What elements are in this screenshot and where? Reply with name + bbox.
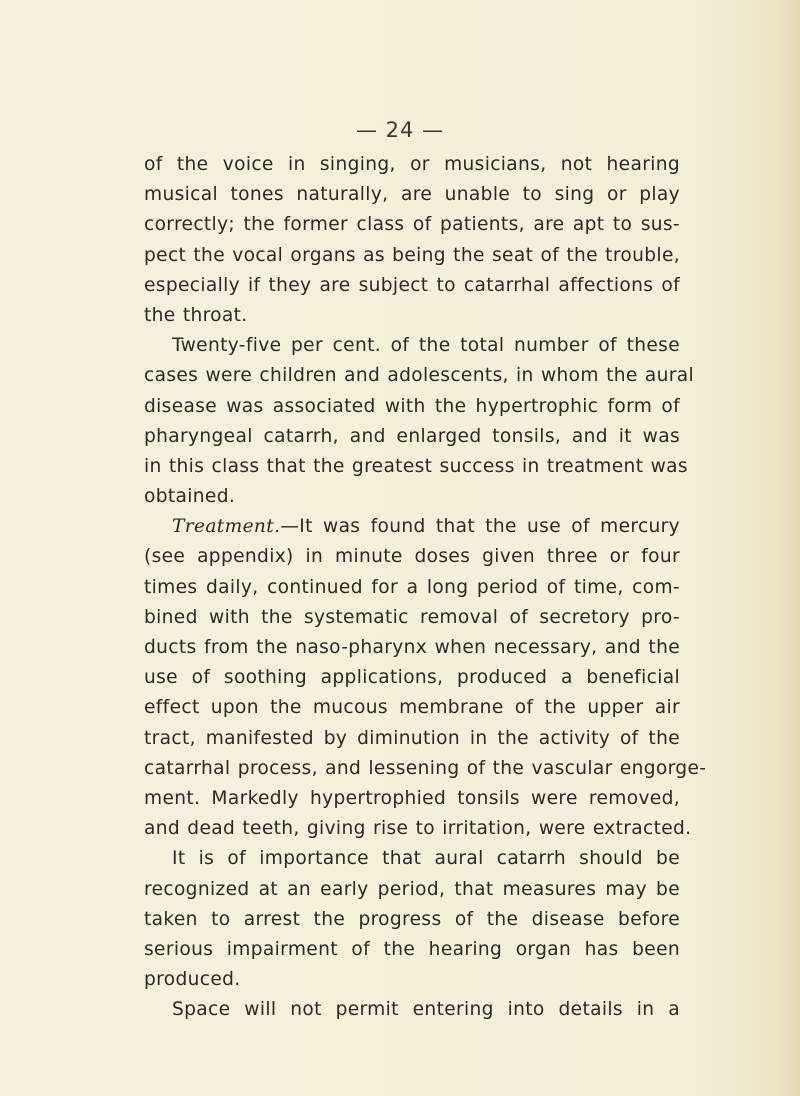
text-line: bined with the systematic removal of secretory pro- — [144, 606, 680, 628]
text-line: times daily, continued for a long period of time, com- — [144, 576, 680, 598]
text-line: cases were children and adolescents, in whom the aural — [144, 365, 695, 387]
text-line — [144, 512, 680, 542]
paragraph-importance — [144, 844, 680, 995]
text-line: Twenty-five per cent. of the total number of these — [172, 335, 680, 357]
text-line: Space will not permit entering into details in a — [172, 999, 680, 1021]
text-line: in this class that the greatest success in treatment was — [144, 455, 688, 477]
text-line: catarrhal process, and lessening of the vascular engorge- — [144, 757, 707, 779]
paragraph-voice-singing — [144, 150, 680, 331]
text-line: (see appendix) in minute doses given three or four — [144, 546, 680, 568]
paragraph-twenty-five-percent — [144, 331, 695, 512]
text-line: pharyngeal catarrh, and enlarged tonsils, and it was — [144, 425, 680, 447]
text-line: obtained. — [144, 486, 236, 508]
page-number: — 24 — — [355, 118, 445, 142]
text-line: recognized at an early period, that measures may be — [144, 878, 680, 900]
text-line: disease was associated with the hypertrophic form of — [144, 395, 680, 417]
text-line: serious impairment of the hearing organ has been — [144, 938, 680, 960]
text-line: especially if they are subject to catarrhal affections of — [144, 274, 680, 296]
text-line: It is of importance that aural catarrh should be — [172, 848, 680, 870]
paragraph-space — [144, 995, 680, 1025]
text-line: the throat. — [144, 304, 248, 326]
text-line: tract, manifested by diminution in the activity of the — [144, 727, 680, 749]
text-line-rest: —It was found that the use of mercury — [280, 516, 680, 538]
text-line: ment. Markedly hypertrophied tonsils were removed, — [144, 787, 680, 809]
text-line: correctly; the former class of patients, are apt to sus- — [144, 214, 680, 236]
treatment-heading: Treatment. — [172, 516, 281, 538]
text-line: and dead teeth, giving rise to irritation, were extracted. — [144, 818, 692, 840]
text-line: of the voice in singing, or musicians, not hearing — [144, 154, 680, 175]
text-line: effect upon the mucous membrane of the upper air — [144, 697, 680, 719]
paragraph-treatment — [144, 512, 707, 844]
text-line: pect the vocal organs as being the seat of the trouble, — [144, 244, 680, 266]
text-line: produced. — [144, 969, 241, 991]
text-line: musical tones naturally, are unable to sing or play — [144, 184, 680, 206]
text-line: taken to arrest the progress of the disease before — [144, 908, 680, 930]
body-text — [144, 150, 707, 1025]
text-line: use of soothing applications, produced a beneficial — [144, 667, 680, 689]
text-line: ducts from the naso-pharynx when necessary, and the — [144, 637, 680, 658]
